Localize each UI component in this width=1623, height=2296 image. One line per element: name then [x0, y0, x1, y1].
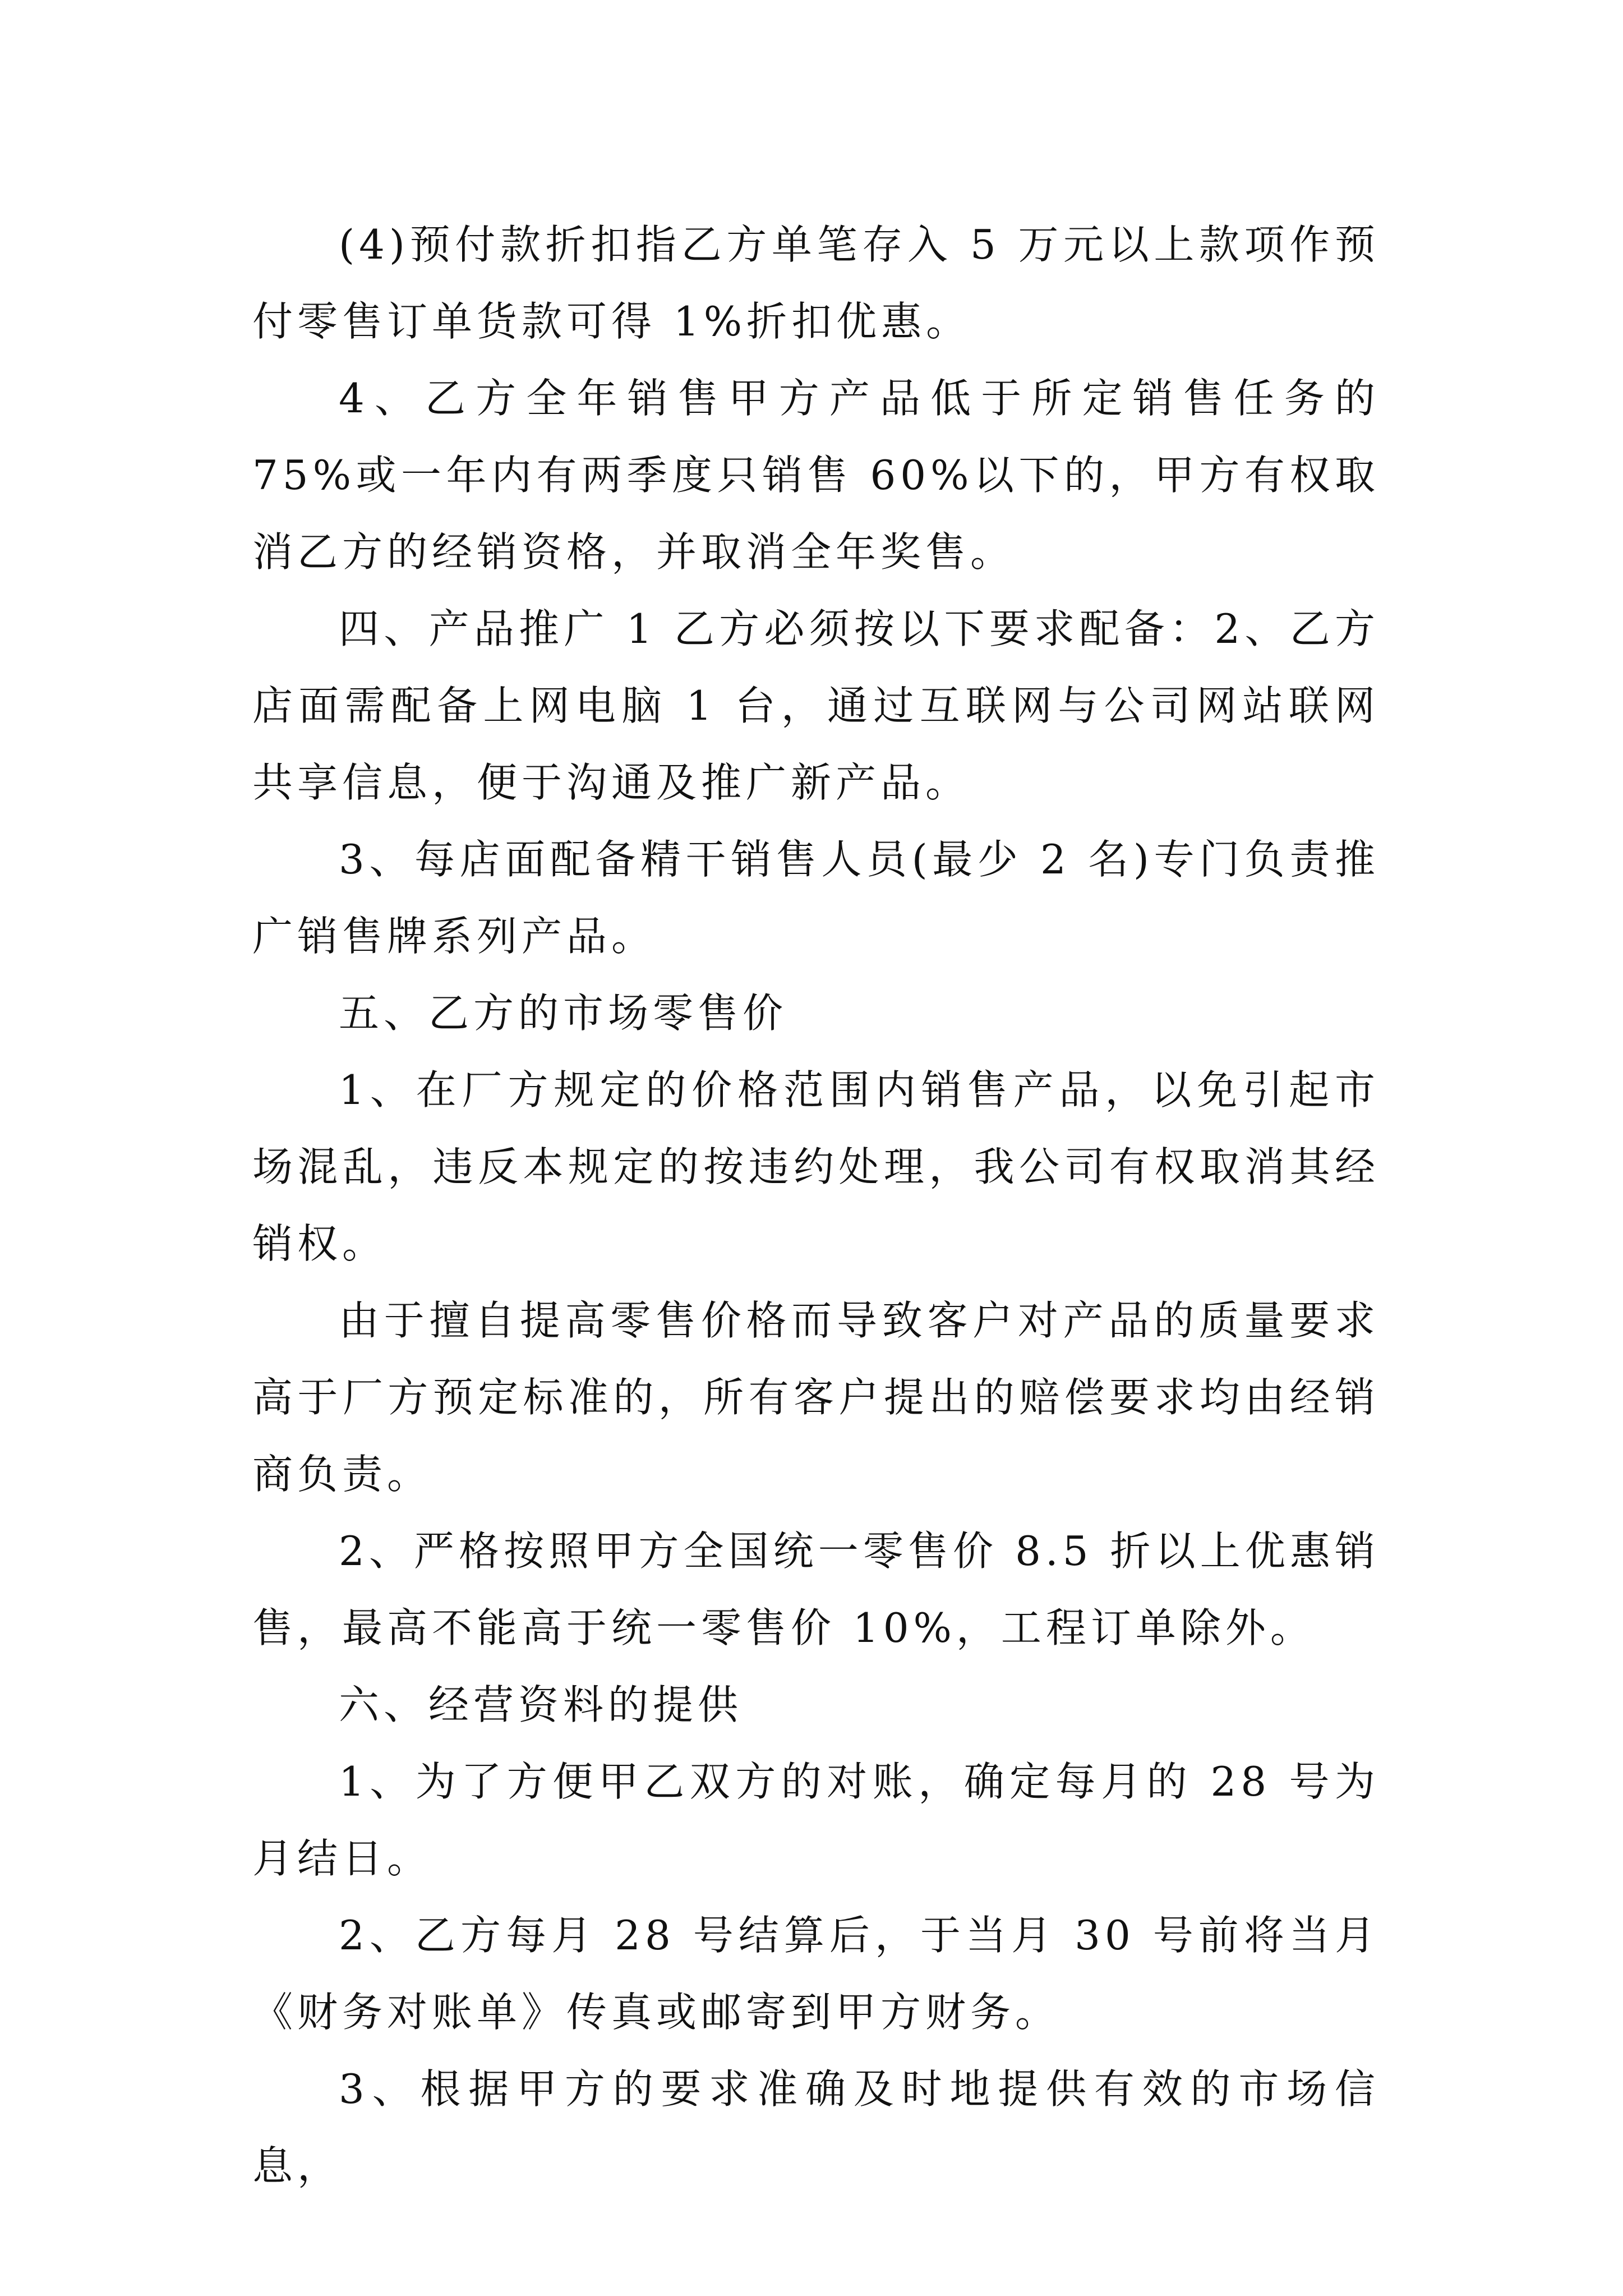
section-heading-business-data: 六、经营资料的提供: [339, 1681, 743, 1728]
paragraph-discount-rules: 2、严格按照甲方全国统一零售价 8.5 折以上优惠销售，最高不能高于统一零售价 10%，工程订单除外。: [252, 1527, 1380, 1651]
paragraph-monthly-closing: 1、为了方便甲乙双方的对账，确定每月的 28 号为月结日。: [252, 1758, 1380, 1882]
paragraph-annual-sales-target: 4、乙方全年销售甲方产品低于所定销售任务的 75%或一年内有两季度只销售 60%以下的，甲方有权取消乙方的经销资格，并取消全年奖售。: [252, 375, 1380, 576]
paragraph-financial-statement: 2、乙方每月 28 号结算后，于当月 30 号前将当月《财务对账单》传真或邮寄到甲方财务。: [252, 1912, 1380, 2036]
section-heading-retail-price: 五、乙方的市场零售价: [339, 990, 788, 1037]
paragraph-product-promotion: 四、产品推广 1 乙方必须按以下要求配备：2、乙方店面需配备上网电脑 1 台，通过互联网与公司网站联网共享信息，便于沟通及推广新产品。: [252, 605, 1380, 806]
paragraph-prepayment-discount: (4)预付款折扣指乙方单笔存入 5 万元以上款项作预付零售订单货款可得 1%折扣优惠。: [252, 221, 1380, 345]
paragraph-price-increase-liability: 由于擅自提高零售价格而导致客户对产品的质量要求高于厂方预定标准的，所有客户提出的赔偿要求均由经销商负责。: [252, 1297, 1380, 1498]
paragraph-sales-staff: 3、每店面配备精干销售人员(最少 2 名)专门负责推广销售牌系列产品。: [252, 836, 1380, 960]
paragraph-price-range: 1、在厂方规定的价格范围内销售产品，以免引起市场混乱，违反本规定的按违约处理，我公司有权取消其经销权。: [252, 1066, 1380, 1267]
paragraph-market-information: 3、根据甲方的要求准确及时地提供有效的市场信息，: [252, 2065, 1380, 2189]
document-body: [252, 206, 1380, 2205]
